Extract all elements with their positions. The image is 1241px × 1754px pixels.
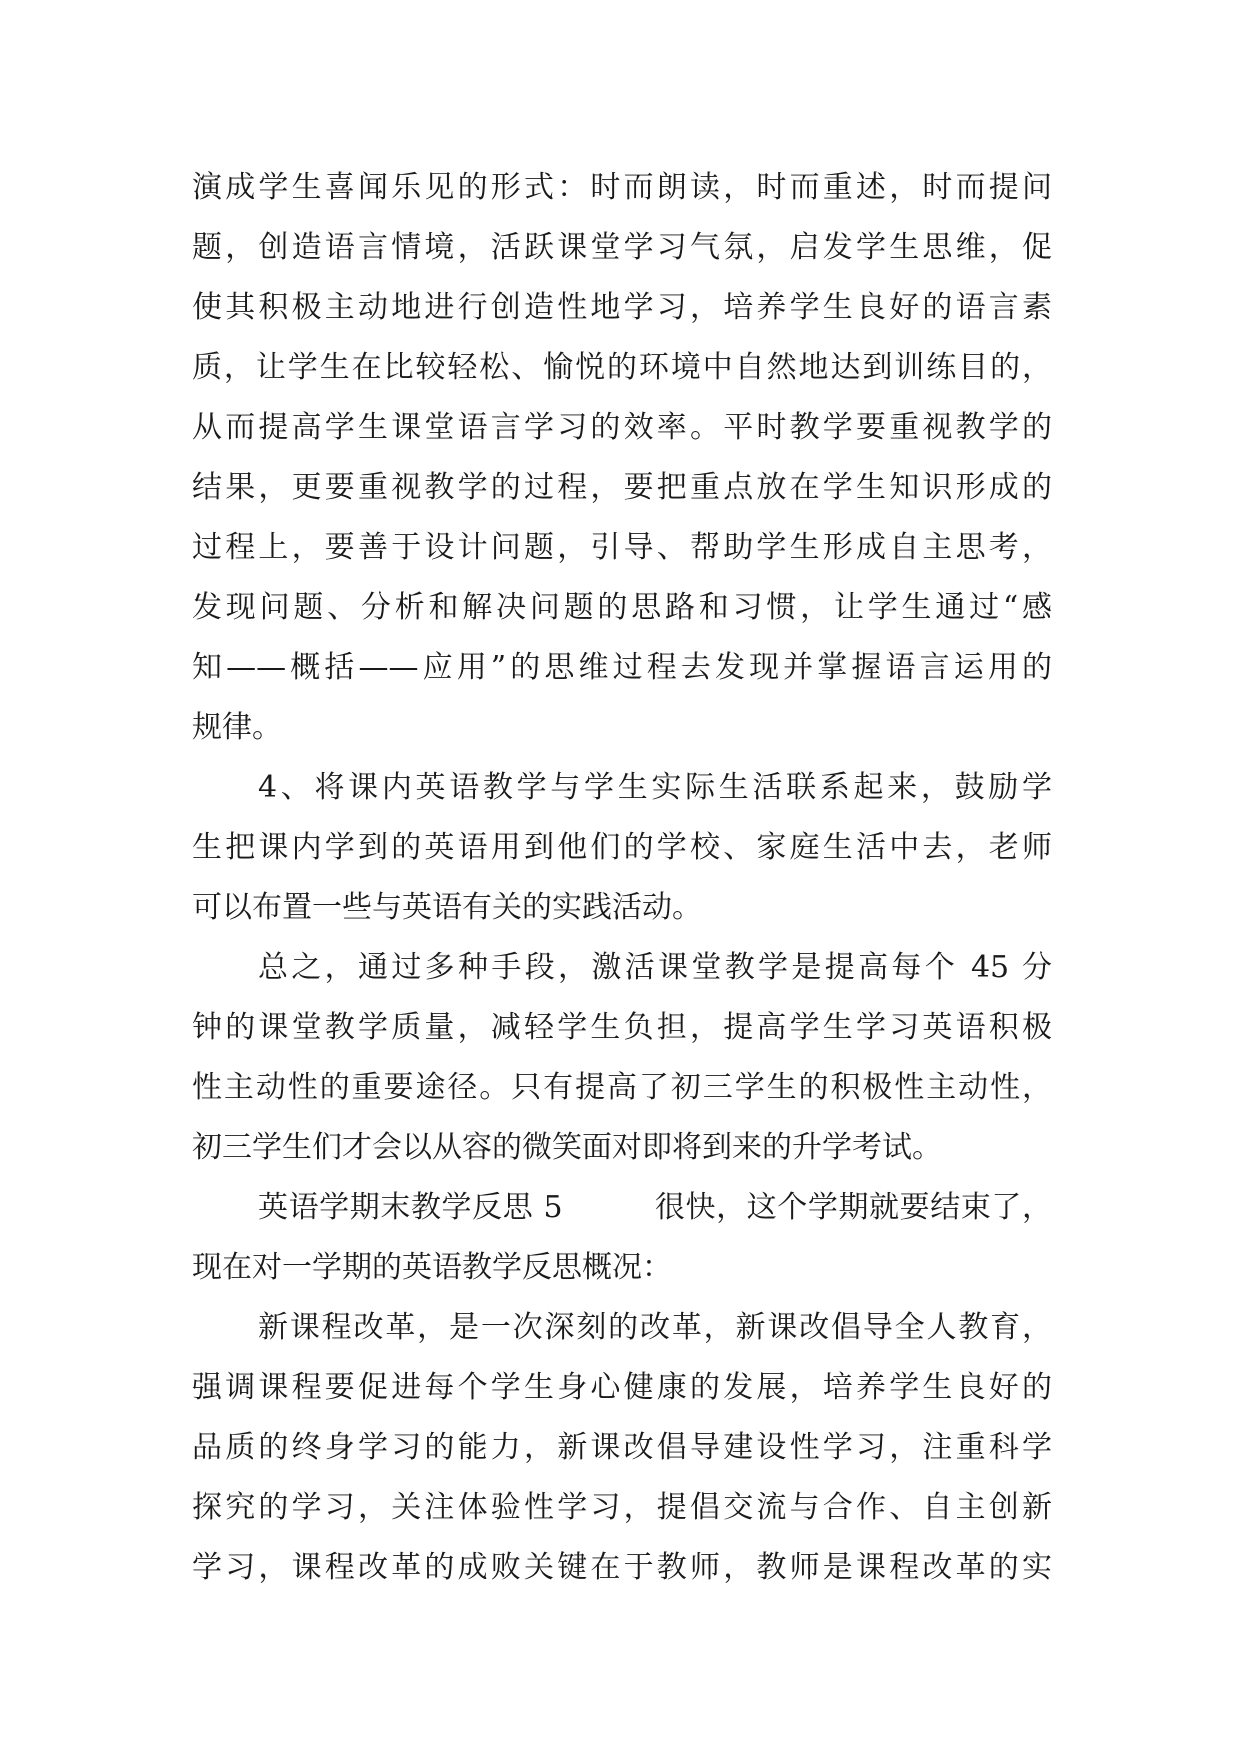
document-body — [192, 158, 1052, 1598]
text-line: 从而提高学生课堂语言学习的效率。平时教学要重视教学的 — [192, 410, 1052, 445]
text-line: 现在对一学期的英语教学反思概况： — [192, 1250, 672, 1285]
text-line: 演成学生喜闻乐见的形式：时而朗读，时而重述，时而提问 — [192, 170, 1052, 205]
paragraph — [192, 158, 1052, 758]
text-line: 新课程改革，是一次深刻的改革，新课改倡导全人教育， — [258, 1310, 1052, 1345]
text-line: 品质的终身学习的能力，新课改倡导建设性学习，注重科学 — [192, 1430, 1052, 1465]
text-line: 质，让学生在比较轻松、愉悦的环境中自然地达到训练目的， — [192, 350, 1052, 385]
text-line: 发现问题、分析和解决问题的思路和习惯，让学生通过“感 — [192, 590, 1052, 625]
text-line: 结果，更要重视教学的过程，要把重点放在学生知识形成的 — [192, 470, 1052, 505]
text-line: 可以布置一些与英语有关的实践活动。 — [192, 890, 702, 925]
text-line: 总之，通过多种手段，激活课堂教学是提高每个 45 分 — [258, 950, 1052, 985]
text-line: 规律。 — [192, 710, 282, 745]
text-line: 使其积极主动地进行创造性地学习，培养学生良好的语言素 — [192, 290, 1052, 325]
paragraph — [192, 1298, 1052, 1598]
text-line: 知——概括——应用”的思维过程去发现并掌握语言运用的 — [192, 650, 1052, 685]
text-line: 题，创造语言情境，活跃课堂学习气氛，启发学生思维，促 — [192, 230, 1052, 265]
text-line: 强调课程要促进每个学生身心健康的发展，培养学生良好的 — [192, 1370, 1052, 1405]
text-line: 4、将课内英语教学与学生实际生活联系起来，鼓励学 — [258, 770, 1052, 805]
text-line: 生把课内学到的英语用到他们的学校、家庭生活中去，老师 — [192, 830, 1052, 865]
text-line: 学习，课程改革的成败关键在于教师，教师是课程改革的实 — [192, 1550, 1052, 1585]
text-line: 英语学期末教学反思 5 很快，这个学期就要结束了， — [258, 1190, 1052, 1225]
paragraph — [192, 758, 1052, 938]
text-line: 探究的学习，关注体验性学习，提倡交流与合作、自主创新 — [192, 1490, 1052, 1525]
paragraph — [192, 938, 1052, 1178]
paragraph — [192, 1178, 1052, 1298]
text-line: 性主动性的重要途径。只有提高了初三学生的积极性主动性， — [192, 1070, 1052, 1105]
text-line: 钟的课堂教学质量，减轻学生负担，提高学生学习英语积极 — [192, 1010, 1052, 1045]
text-line: 初三学生们才会以从容的微笑面对即将到来的升学考试。 — [192, 1130, 942, 1165]
text-line: 过程上，要善于设计问题，引导、帮助学生形成自主思考， — [192, 530, 1052, 565]
